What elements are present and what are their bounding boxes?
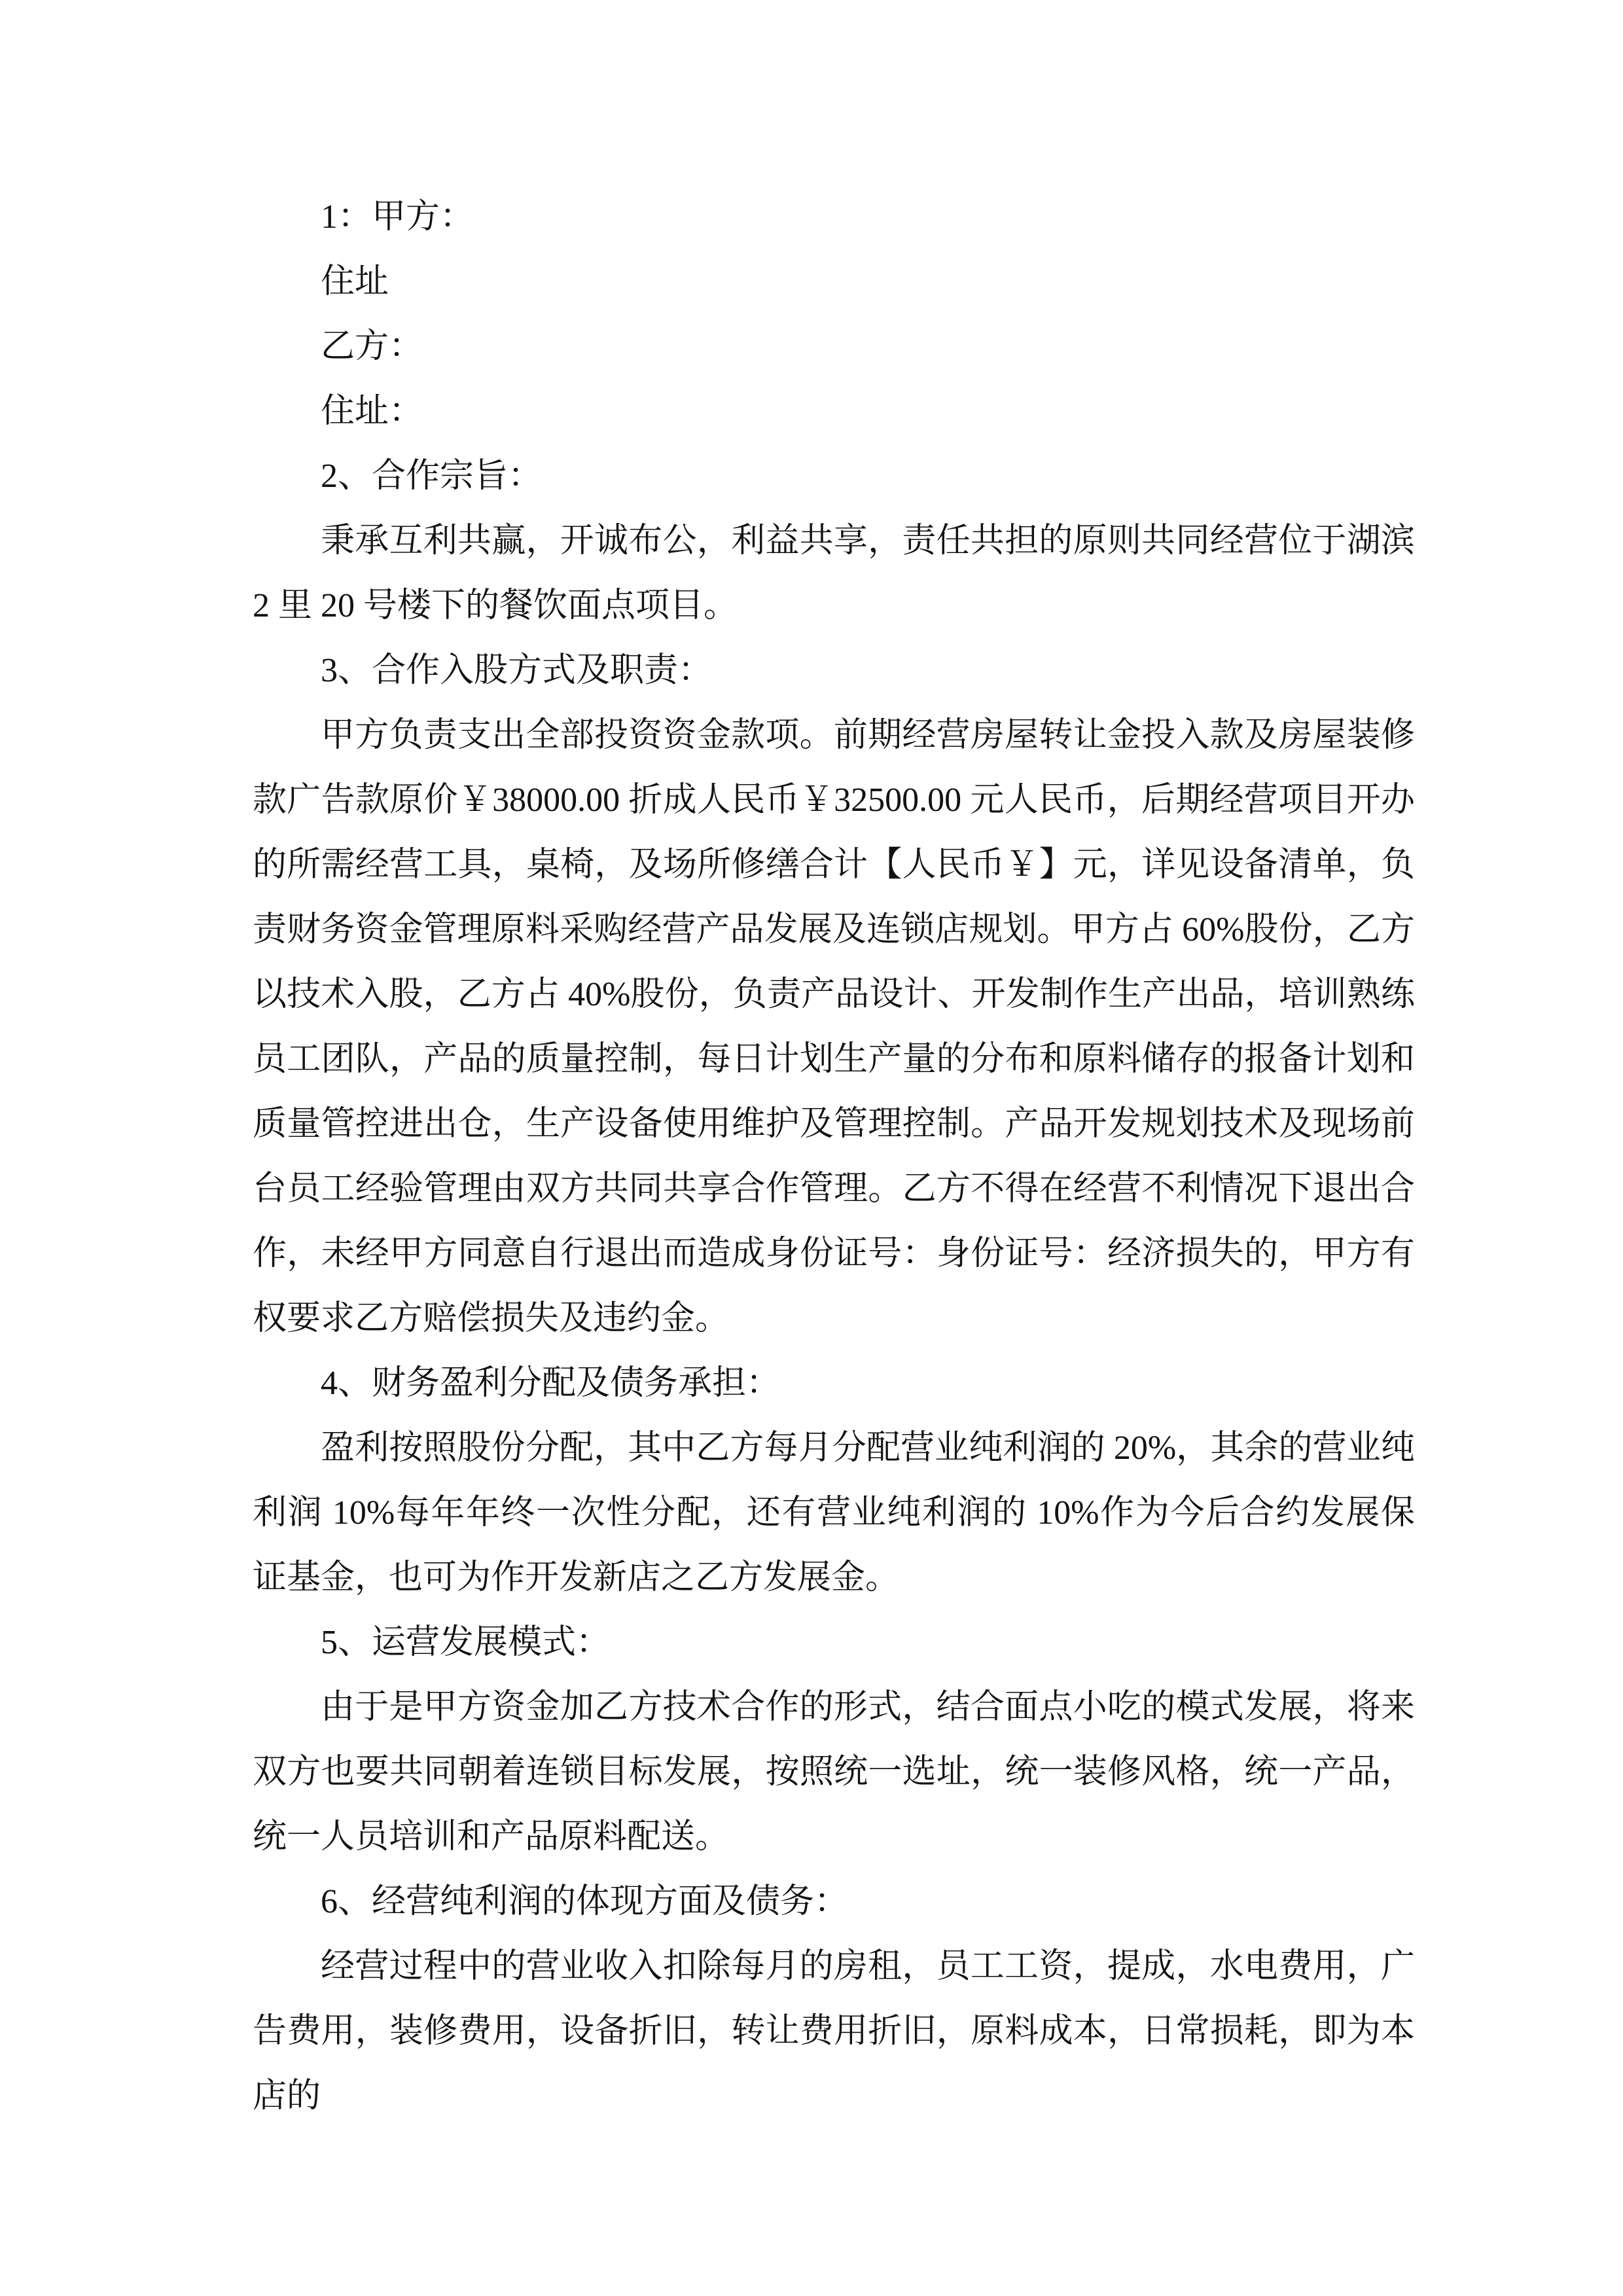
section-4-heading: 4、财务盈利分配及债务承担： [321,1365,781,1402]
section-4-body: 盈利按照股份分配，其中乙方每月分配营业纯利润的 20%，其余的营业纯利润 10%每年年终一次性分配，还有营业纯利润的 10%作为今后合约发展保证基金，也可为作开发新店之乙方发展金。 [253,1429,1415,1596]
section-2-heading: 2、合作宗旨： [321,457,543,495]
party-b-address-label: 住址： [321,393,423,430]
section-3-body: 甲方负责支出全部投资资金款项。前期经营房屋转让金投入款及房屋装修款广告款原价￥38000.00 折成人民币￥32500.00 元人民币，后期经营项目开办的所需经营工具，桌椅，及场所修缮合计【人民币￥】元，详见设备清单，负责财务资金管理原料采购经营产品发展及连锁店规划。甲方占 60%股份，乙方以技术入股，乙方占 40%股份，负责产品设计、开发制作生产出品，培训熟练员工团队，产品的质量控制，每日计划生产量的分布和原料储存的报备计划和质量管控进出仓，生产设备使用维护及管理控制。产品开发规划技术及现场前台员工经验管理由双方共同共享合作管理。乙方不得在经营不利情况下退出合作，未经甲方同意自行退出而造成身份证号：身份证号：经济损失的，甲方有权要求乙方赔偿损失及违约金。 [253,717,1415,1337]
section-2-body: 秉承互利共赢，开诚布公，利益共享，责任共担的原则共同经营位于湖滨 2 里 20 号楼下的餐饮面点项目。 [253,522,1415,624]
section-3-heading: 3、合作入股方式及职责： [321,652,713,689]
party-b-label: 乙方： [321,328,423,365]
section-6-heading: 6、经营纯利润的体现方面及债务： [321,1883,849,1920]
section-6-body: 经营过程中的营业收入扣除每月的房租，员工工资，提成，水电费用，广告费用，装修费用，设备折旧，转让费用折旧，原料成本，日常损耗，即为本店的 [253,1948,1415,2115]
party-a-address-label: 住址 [321,263,389,300]
section-5-heading: 5、运营发展模式： [321,1624,611,1661]
party-a-label: 1：甲方： [321,198,474,236]
section-5-body: 由于是甲方资金加乙方技术合作的形式，结合面点小吃的模式发展，将来双方也要共同朝着连锁目标发展，按照统一选址，统一装修风格，统一产品，统一人员培训和产品原料配送。 [253,1689,1415,1856]
